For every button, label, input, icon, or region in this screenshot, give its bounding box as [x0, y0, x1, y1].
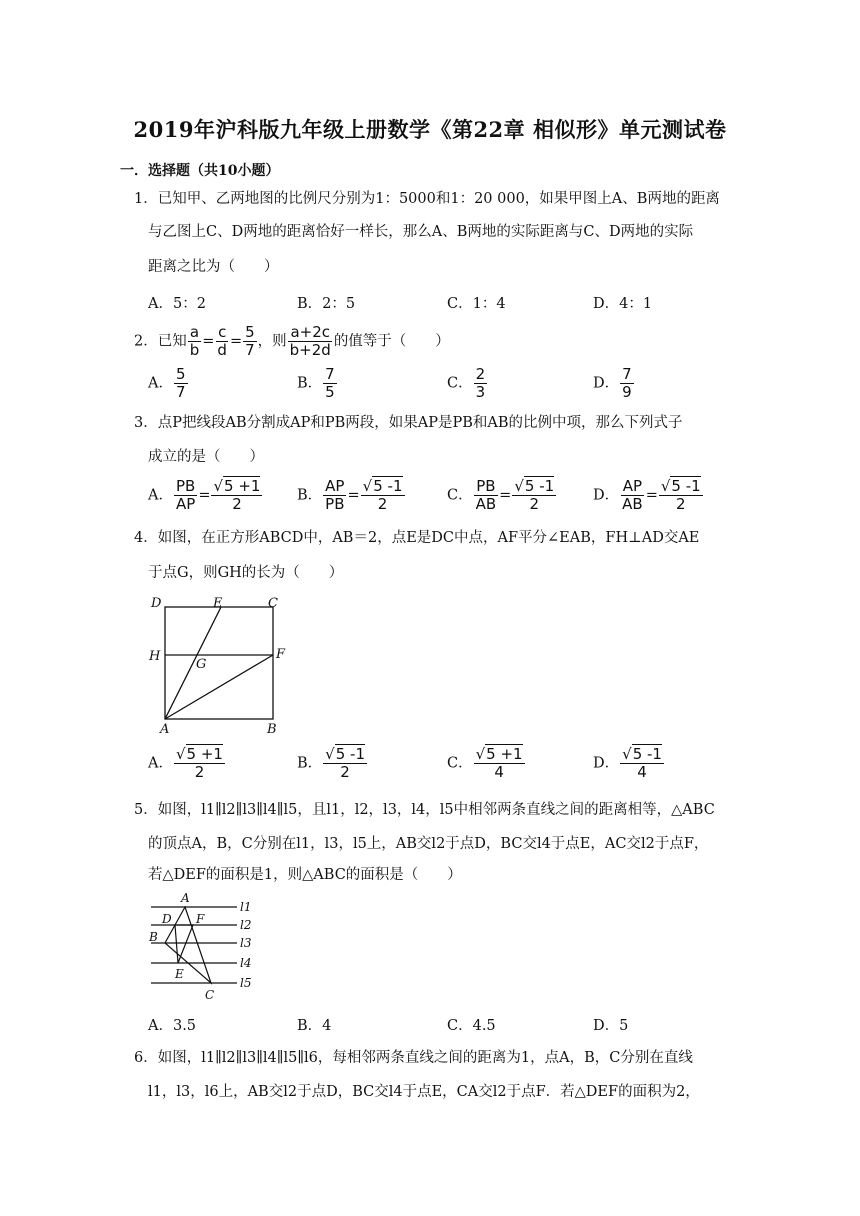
question-5-line-1: 5．如图，l1∥l2∥l3∥l4∥l5，且l1，l2，l3，l4，l5中相邻两条直线之间的距离相等，△ABC	[134, 802, 715, 818]
q4-option-a: A． $\frac{√5 +1}{2}$	[148, 745, 223, 781]
fraction: $\frac{5}{7}$	[245, 323, 255, 359]
label-f: F	[196, 912, 205, 926]
label-l5: l5	[240, 976, 252, 990]
question-1-line-3: 距离之比为（ ）	[148, 259, 279, 275]
q4-option-b: B． $\frac{√5 -1}{2}$	[297, 745, 365, 781]
question-3-line-1: 3．点P把线段AB分割成AP和PB两段，如果AP是PB和AB的比例中项，那么下列式子	[134, 415, 683, 431]
question-6-line-1: 6．如图，l1∥l2∥l3∥l4∥l5∥l6，每相邻两条直线之间的距离为1，点A，B，C分别在直线	[134, 1050, 693, 1066]
label-b: B	[149, 930, 158, 944]
q1-option-c: C．1：4	[447, 296, 506, 312]
square-figure	[145, 595, 295, 740]
label-f: F	[276, 647, 286, 662]
q1-option-d: D．4：1	[593, 296, 653, 312]
q2-mid: ，则	[257, 333, 287, 350]
label-b: B	[267, 722, 277, 737]
q5-option-a: A．3.5	[148, 1018, 197, 1034]
q1-option-b: B．2：5	[297, 296, 356, 312]
label-l2: l2	[240, 918, 252, 932]
q5-option-d: D．5	[593, 1018, 629, 1034]
q2-prefix: 2．已知	[134, 333, 187, 350]
question-5-line-3: 若△DEF的面积是1，则△ABC的面积是（ ）	[148, 867, 462, 883]
section-heading: 一．选择题（共10小题）	[120, 163, 280, 179]
question-2-stem: 2．已知 $\frac{a}{b}$ = $\frac{c}{d}$ = $\frac{5}{7}$ ，则 $\frac{a+2c}{b+2d}$ 的值等于（ ）	[134, 323, 450, 359]
label-d: D	[162, 912, 172, 926]
q3-option-d: D． $\frac{AP}{AB}$ = $\frac{√5 -1}{2}$	[593, 477, 701, 513]
label-a: A	[181, 891, 190, 905]
q2-option-a: A． $\frac{5}{7}$	[148, 365, 186, 401]
q5-option-b: B．4	[297, 1018, 332, 1034]
q3-option-a: A． $\frac{PB}{AP}$ = $\frac{√5 +1}{2}$	[148, 477, 261, 513]
label-l4: l4	[240, 956, 252, 970]
q5-option-c: C．4.5	[447, 1018, 496, 1034]
label-l1: l1	[240, 900, 252, 914]
question-6-line-2: l1，l3，l6上，AB交l2于点D，BC交l4于点E，CA交l2于点F．若△DEF的面积为2，	[148, 1084, 700, 1100]
page-title: 2019年沪科版九年级上册数学《第22章 相似形》单元测试卷	[133, 117, 727, 142]
q4-option-c: C． $\frac{√5 +1}{4}$	[447, 745, 523, 781]
question-3-line-2: 成立的是（ ）	[148, 449, 264, 465]
label-h: H	[149, 649, 161, 664]
square-abcd	[165, 607, 273, 719]
triangle-def	[175, 925, 193, 963]
label-a: A	[160, 722, 170, 737]
label-e: E	[175, 967, 184, 981]
label-g: G	[196, 657, 207, 672]
question-1-line-2: 与乙图上C、D两地的距离恰好一样长，那么A、B两地的实际距离与C、D两地的实际	[148, 224, 694, 240]
q1-option-a: A．5：2	[148, 296, 206, 312]
label-c: C	[268, 596, 278, 611]
q4-option-d: D． $\frac{√5 -1}{4}$	[593, 745, 662, 781]
q3-option-b: B． $\frac{AP}{PB}$ = $\frac{√5 -1}{2}$	[297, 477, 403, 513]
fraction: $\frac{a}{b}$	[189, 323, 200, 359]
fraction: $\frac{a+2c}{b+2d}$	[289, 323, 331, 359]
q3-option-c: C． $\frac{PB}{AB}$ = $\frac{√5 -1}{2}$	[447, 477, 555, 513]
q2-option-d: D． $\frac{7}{9}$	[593, 365, 632, 401]
q2-option-c: C． $\frac{2}{3}$	[447, 365, 486, 401]
parallel-lines-figure	[145, 890, 265, 1005]
label-c: C	[205, 988, 215, 1002]
question-5-line-2: 的顶点A，B，C分别在l1，l3，l5上，AB交l2于点D，BC交l4于点E，AC交l2于点F，	[148, 836, 709, 852]
label-l3: l3	[240, 936, 252, 950]
label-e: E	[213, 596, 223, 611]
q2-suffix: 的值等于（ ）	[333, 333, 450, 350]
q2-option-b: B． $\frac{7}{5}$	[297, 365, 335, 401]
question-1-line-1: 1．已知甲、乙两地图的比例尺分别为1：5000和1：20 000，如果甲图上A、B两地的距离	[134, 191, 720, 207]
fraction: $\frac{c}{d}$	[217, 323, 227, 359]
question-4-line-1: 4．如图，在正方形ABCD中，AB＝2，点E是DC中点，AF平分∠EAB，FH⊥AD交AE	[134, 530, 700, 546]
question-4-line-2: 于点G，则GH的长为（ ）	[148, 565, 344, 581]
label-d: D	[151, 596, 162, 611]
